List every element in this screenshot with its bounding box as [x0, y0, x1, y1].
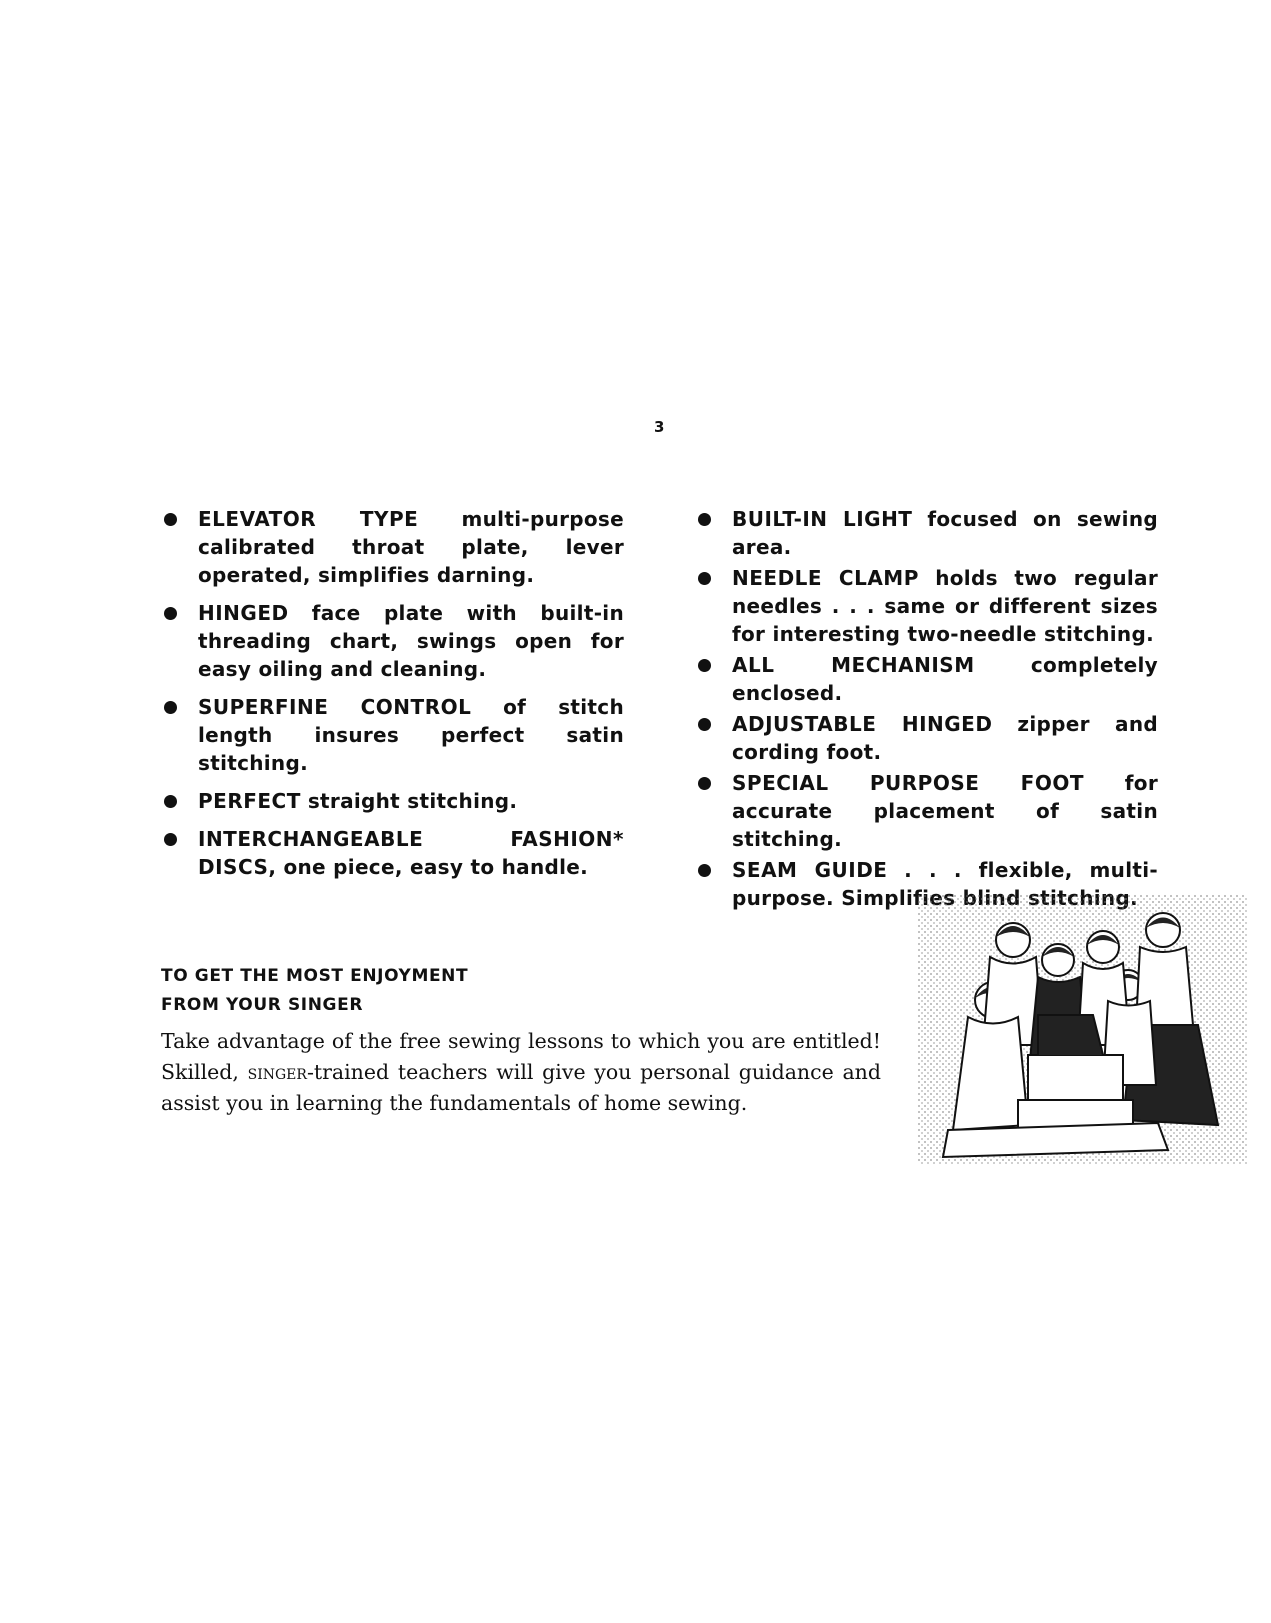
brand-name: singer — [247, 1060, 307, 1084]
feature-text: . . . flexible, multi-purpose. Simplifies blind stitching. — [732, 858, 1158, 910]
feature-text: face plate with built-in threading chart, swings open for easy oiling and cleaning. — [198, 601, 624, 681]
feature-text: completely enclosed. — [732, 653, 1159, 705]
feature-text: straight stitching. — [307, 789, 518, 813]
section-heading — [161, 962, 581, 1020]
feature-lead: PERFECT — [198, 789, 301, 813]
feature-text: of stitch length insures perfect satin stitching. — [198, 695, 624, 775]
bullet-icon — [698, 572, 711, 585]
bullet-icon — [164, 607, 177, 620]
feature-lead: INTERCHANGEABLE FASHION* DISCS, — [198, 827, 624, 879]
feature-item — [164, 505, 624, 589]
bullet-icon — [698, 718, 711, 731]
bullet-icon — [164, 795, 177, 808]
feature-text: for accurate placement of satin stitching. — [732, 771, 1158, 851]
feature-item — [164, 599, 624, 683]
feature-item — [164, 787, 624, 815]
bullet-icon — [164, 701, 177, 714]
body-text-part-2: -trained teachers will give you personal guidance and assist you in learning the fundamentals of home sewing. — [161, 1060, 881, 1115]
feature-item — [698, 710, 1158, 766]
feature-lead: ADJUSTABLE HINGED — [732, 712, 993, 736]
feature-item — [164, 693, 624, 777]
feature-lead: BUILT-IN LIGHT — [732, 507, 913, 531]
bullet-icon — [164, 833, 177, 846]
bullet-icon — [698, 777, 711, 790]
section-heading-line-2: FROM YOUR SINGER — [161, 995, 364, 1015]
feature-item — [164, 825, 624, 881]
bullet-icon — [698, 513, 711, 526]
bullet-icon — [698, 864, 711, 877]
feature-lead: SEAM GUIDE — [732, 858, 888, 882]
page-number: 3 — [654, 418, 665, 436]
feature-lead: HINGED — [198, 601, 289, 625]
sewing-class-illustration — [918, 895, 1248, 1185]
feature-lead: ELEVATOR TYPE — [198, 507, 419, 531]
feature-item — [698, 564, 1158, 648]
feature-text: holds two regular needles . . . same or different sizes for interesting two-needle stitching. — [732, 566, 1159, 646]
features-right-column — [698, 505, 1158, 915]
bullet-icon — [164, 513, 177, 526]
feature-text: focused on sewing area. — [732, 507, 1158, 559]
bullet-icon — [698, 659, 711, 672]
feature-lead: SUPERFINE CONTROL — [198, 695, 472, 719]
feature-item — [698, 769, 1158, 853]
feature-text: zipper and cording foot. — [732, 712, 1158, 764]
feature-lead: NEEDLE CLAMP — [732, 566, 919, 590]
features-left-column — [164, 505, 624, 891]
feature-item — [698, 651, 1158, 707]
feature-item — [698, 505, 1158, 561]
feature-text: multi-purpose calibrated throat plate, lever operated, simplifies darning. — [198, 507, 624, 587]
feature-lead: ALL MECHANISM — [732, 653, 975, 677]
section-heading-line-1: TO GET THE MOST ENJOYMENT — [161, 966, 469, 986]
body-text-part-1: Take advantage of the free sewing lessons to which you are entitled! Skilled, — [161, 1029, 881, 1084]
body-paragraph — [161, 1026, 881, 1119]
feature-lead: SPECIAL PURPOSE FOOT — [732, 771, 1084, 795]
feature-text: one piece, easy to handle. — [283, 855, 589, 879]
